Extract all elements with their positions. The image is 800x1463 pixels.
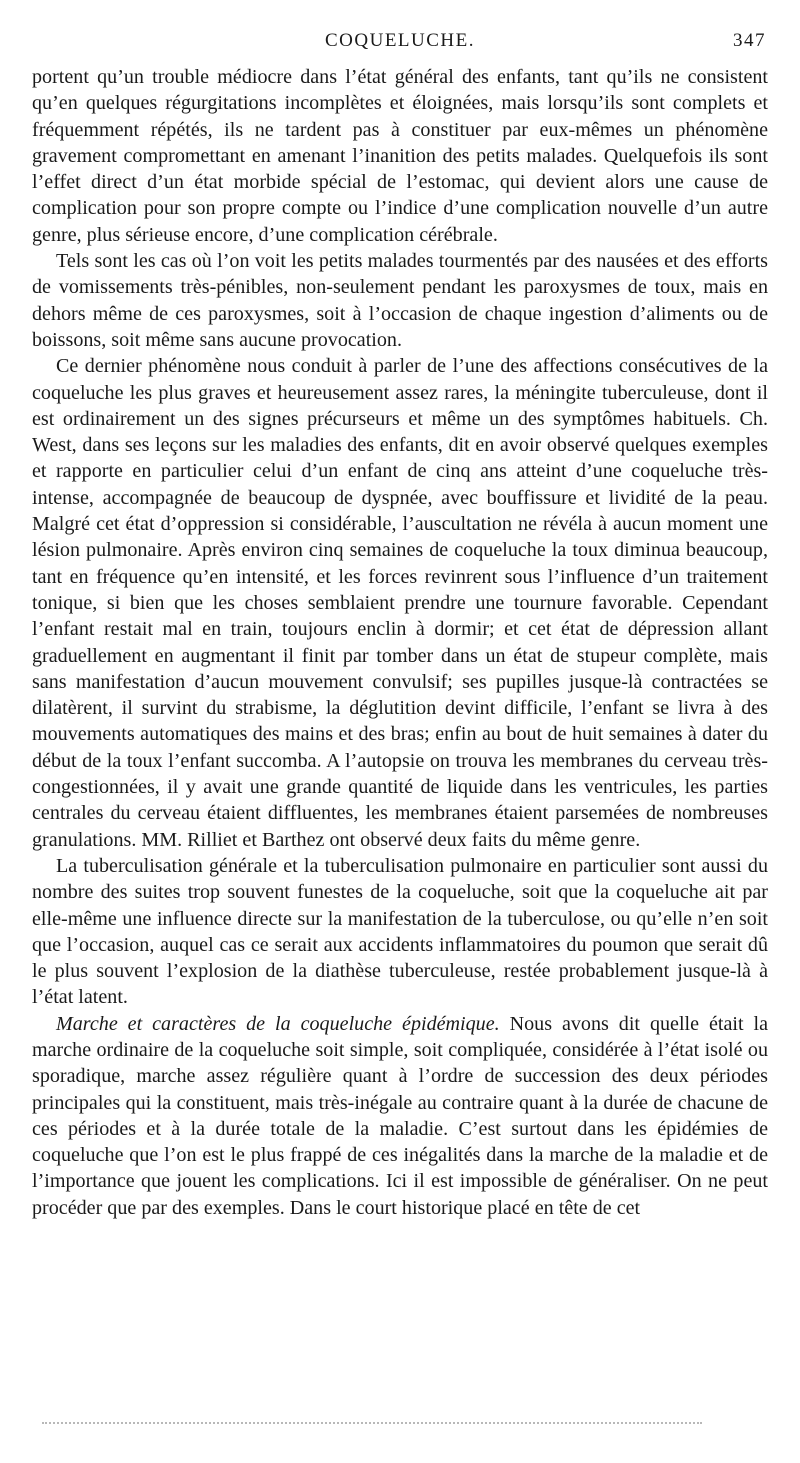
paragraph-3: Ce dernier phénomène nous conduit à parler de l’une des affections consécutives de la coqueluche les plus graves et heureusement assez rares, la méningite tuberculeuse, dont il est ordinairement un des signes précurseurs et même un des symptômes habituels. Ch. West, dans ses leçons sur les maladies des enfants, dit en avoir observé quelques exemples et rapporte en particulier celui d’un enfant de cinq ans atteint d’une coqueluche très-intense, accompagnée de beaucoup de dyspnée, avec bouffissure et lividité de la peau. Malgré cet état d’oppression si considérable, l’auscultation ne révéla à aucun moment une lésion pulmonaire. Après environ cinq semaines de coqueluche la toux diminua beaucoup, tant en fréquence qu’en intensité, et les forces revinrent sous l’influence d’un traitement tonique, si bien que les choses semblaient prendre une tournure favorable. Cependant l’enfant restait mal en train, toujours enclin à dormir; et cet état de dépression allant graduellement en augmentant il finit par tomber dans un état de stupeur complète, mais sans manifestation d’aucun mouvement convulsif; ses pupilles jusque-là contractées se dilatèrent, il survint du strabisme, la déglutition devint difficile, l’enfant se livra à des mouvements automatiques des mains et des bras; enfin au bout de huit semaines à dater du début de la toux l’enfant succomba. A l’autopsie on trouva les membranes du cerveau très-congestionnées, il y avait une grande quantité de liquide dans les ventricules, les parties centrales du cerveau étaient diffluentes, les membranes étaient parsemées de nombreuses granulations. MM. Rilliet et Barthez ont observé deux faits du même genre. <box>32 355 768 851</box>
section-heading-marche: Marche et caractères de la coqueluche épidémique. <box>56 1012 500 1035</box>
bleed-through-marks <box>42 1422 702 1428</box>
paragraph-1: portent qu’un trouble médiocre dans l’état général des enfants, tant qu’ils ne consistent qu’en quelques régurgitations incomplètes et éloignées, mais lorsqu’ils sont complets et fréquemment répétés, ils ne tardent pas à constituer par eux-mêmes un phénomène gravement compromettant en amenant l’inanition des petits malades. Quelquefois ils sont l’effet direct d’un état morbide spécial de l’estomac, qui devient alors une cause de complication pour son propre compte ou l’indice d’une complication nouvelle d’un autre genre, plus sérieuse encore, d’une complication cérébrale. <box>32 66 768 246</box>
paragraph-5 <box>32 1011 768 1221</box>
page-header <box>32 30 768 54</box>
paragraph-4: La tuberculisation générale et la tuberculisation pulmonaire en particulier sont aussi du nombre des suites trop souvent funestes de la coqueluche, soit que la coqueluche ait par elle-même une influence directe sur la manifestation de la tuberculose, ou qu’elle n’en soit que l’occasion, auquel cas ce serait aux accidents inflammatoires du poumon que serait dû le plus souvent l’explosion de la diathèse tuberculeuse, restée probablement jusque-là à l’état latent. <box>32 854 768 1009</box>
book-page <box>32 0 768 1463</box>
running-title: COQUELUCHE. <box>324 30 476 51</box>
page-number: 347 <box>733 30 766 51</box>
paragraph-5-text: Nous avons dit quelle était la marche ordinaire de la coqueluche soit simple, soit compliquée, considérée à l’état isolé ou sporadique, marche assez régulière quant à l’ordre de succession des deux périodes principales qui la constituent, mais très-inégale au contraire quant à la durée de chacune de ces périodes et à la durée totale de la maladie. C’est surtout dans les épidémies de coqueluche que l’on est le plus frappé de ces inégalités dans la marche de la maladie et de l’importance que jouent les complications. Ici il est impossible de généraliser. On ne peut procéder que par des exemples. Dans le court historique placé en tête de cet <box>32 1012 768 1219</box>
body-text <box>32 64 768 1221</box>
paragraph-2: Tels sont les cas où l’on voit les petits malades tourmentés par des nausées et des efforts de vomissements très-pénibles, non-seulement pendant les paroxysmes de toux, mais en dehors même de ces paroxysmes, soit à l’occasion de chaque ingestion d’aliments ou de boissons, soit même sans aucune provocation. <box>32 250 768 351</box>
